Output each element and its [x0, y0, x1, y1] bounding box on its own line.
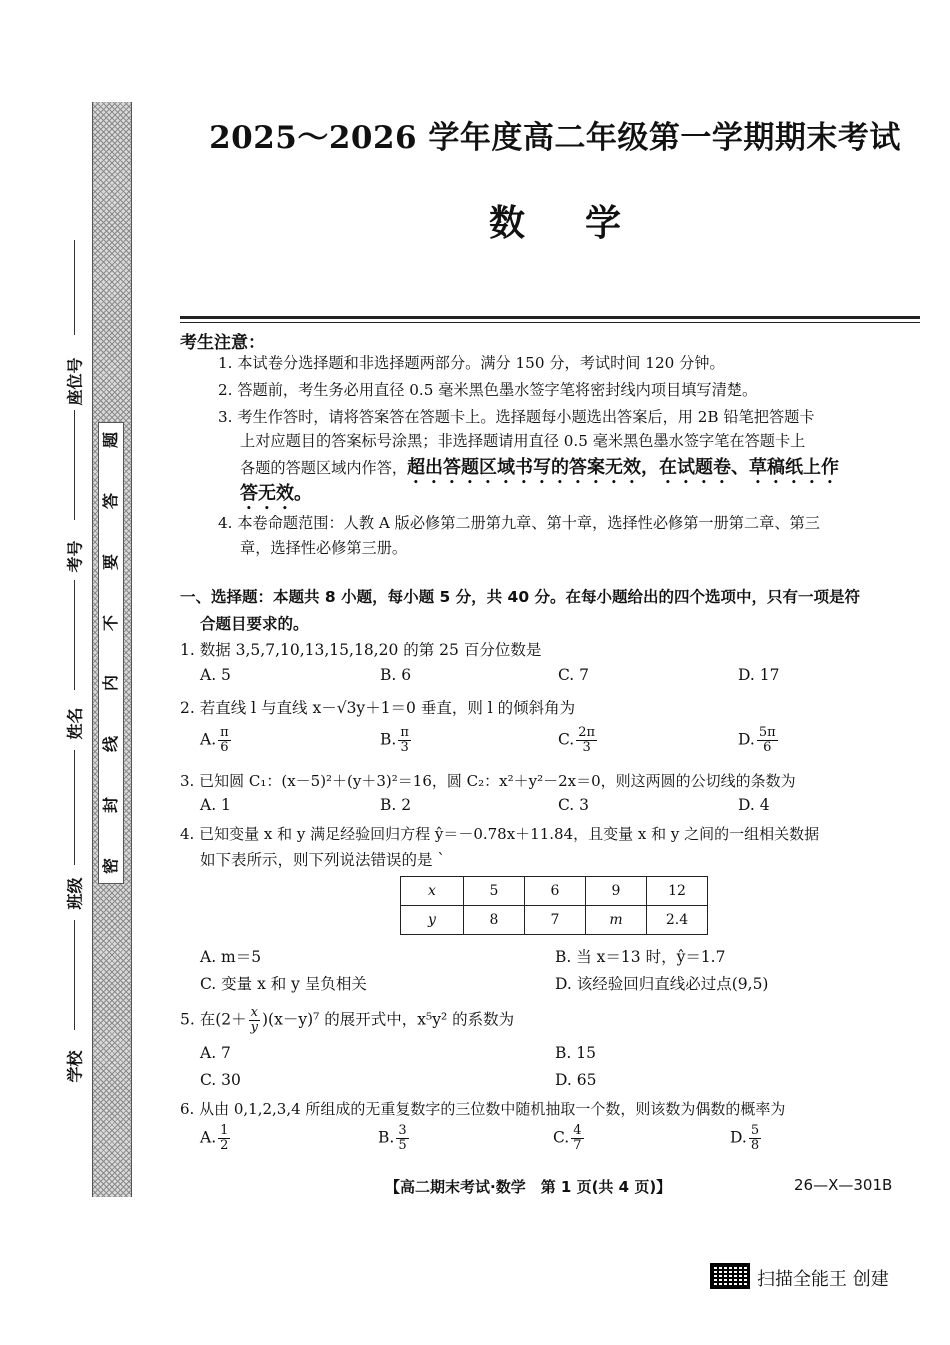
school-label: 学校 [65, 1050, 85, 1083]
notice-item: 1. 本试卷分选择题和非选择题两部分。满分 150 分，考试时间 120 分钟。 [218, 354, 725, 372]
fraction [218, 726, 231, 755]
seal-char: 封 [100, 797, 120, 814]
data-table-wrap [400, 876, 708, 935]
fraction [398, 726, 411, 755]
table-cell: 8 [464, 906, 525, 935]
notice-item-3-cont [240, 454, 839, 488]
option-d [738, 726, 780, 755]
question-stem-cont: 如下表所示，则下列说法错误的是 ` [200, 851, 446, 869]
seal-char: 不 [100, 614, 120, 631]
option-b: B. 当 x＝13 时，ŷ＝1.7 [555, 948, 726, 966]
option-label: B. [378, 1128, 395, 1147]
option-label: C. [553, 1128, 570, 1147]
numerator: 3 [398, 1123, 407, 1138]
seal-char: 线 [100, 736, 120, 753]
table-cell: 5 [464, 877, 525, 906]
option-a: A. m＝5 [200, 948, 262, 966]
table-row [401, 877, 708, 906]
stem-text: 5. 在 [180, 1010, 216, 1029]
divider [180, 322, 920, 323]
option-a: A. 1 [200, 796, 231, 814]
exam-title: 2025～2026 学年度高二年级第一学期期末考试 [209, 120, 901, 156]
option-b: B. 6 [380, 666, 412, 684]
table-cell: 12 [647, 877, 708, 906]
notice-item: 2. 答题前，考生务必用直径 0.5 毫米黑色墨水签字笔将密封线内项目填写清楚。 [218, 381, 758, 399]
fraction [396, 1124, 408, 1153]
table-row [401, 906, 708, 935]
denominator: 6 [220, 740, 229, 755]
option-b [378, 1124, 411, 1153]
seal-char: 密 [100, 857, 120, 874]
notice-text: 各题的答题区域内作答， [240, 459, 408, 477]
table-cell: y [401, 906, 464, 935]
notice-item: 3. 考生作答时，请将答案答在答题卡上。选择题每小题选出答案后，用 2B 铅笔把答题卡 [218, 408, 815, 426]
option-a: A. 5 [200, 666, 231, 684]
field-line [74, 410, 75, 520]
qr-code-icon [710, 1263, 750, 1289]
option-b [380, 726, 413, 755]
question-stem: 2. 若直线 l 与直线 x－√3y＋1＝0 垂直，则 l 的倾斜角为 [180, 699, 576, 717]
notice-emphasis: 答无效。 [240, 483, 312, 504]
fraction [218, 1124, 230, 1153]
name-label: 姓名 [65, 707, 85, 740]
option-a: A. 7 [200, 1044, 231, 1062]
stem-text: (2＋ [215, 1010, 247, 1029]
notice-item: 章，选择性必修第三册。 [240, 539, 408, 557]
seal-line-notice [98, 422, 124, 884]
option-d: D. 该经验回归直线必过点(9,5) [555, 975, 769, 993]
seal-char: 要 [100, 553, 120, 570]
subject-title: 数学 [488, 203, 681, 244]
option-c [558, 726, 599, 755]
option-b: B. 2 [380, 796, 412, 814]
table-cell: m [586, 906, 647, 935]
field-line [74, 920, 75, 1030]
option-d: D. 17 [738, 666, 780, 684]
notice-title: 考生注意： [180, 333, 265, 353]
option-c: C. 3 [558, 796, 590, 814]
question-stem: 6. 从由 0,1,2,3,4 所组成的无重复数字的三位数中随机抽取一个数，则该数为偶数的概率为 [180, 1100, 786, 1118]
table-cell: 9 [586, 877, 647, 906]
footer-code: 26—X—301B [794, 1176, 893, 1194]
denominator: 3 [400, 740, 409, 755]
denominator: y [250, 1020, 258, 1035]
denominator: 2 [220, 1138, 229, 1153]
option-label: A. [200, 730, 217, 749]
denominator: 5 [398, 1138, 407, 1153]
option-label: A. [200, 1128, 217, 1147]
field-line [74, 750, 75, 865]
scanner-watermark: 扫描全能王 创建 [757, 1269, 889, 1290]
denominator: 8 [750, 1138, 760, 1153]
question-stem: 3. 已知圆 C₁：(x－5)²＋(y＋3)²＝16，圆 C₂：x²＋y²－2x＝0，则这两圆的公切线的条数为 [180, 772, 796, 790]
footer-page-info: 【高二期末考试·数学 第 1 页(共 4 页)】 [385, 1178, 672, 1196]
option-c: C. 30 [200, 1071, 241, 1089]
numerator: 4 [573, 1123, 582, 1138]
seal-char: 内 [100, 675, 120, 692]
numerator: 1 [220, 1123, 229, 1138]
denominator: 6 [763, 740, 772, 755]
numerator: x [250, 1005, 258, 1020]
option-c: C. 7 [558, 666, 590, 684]
question-stem: 1. 数据 3,5,7,10,13,15,18,20 的第 25 百分位数是 [180, 641, 542, 659]
fraction [576, 726, 597, 755]
option-label: D. [738, 730, 755, 749]
numerator: 2π [578, 725, 596, 740]
field-line [74, 240, 75, 335]
option-label: D. [730, 1128, 747, 1147]
section-heading [180, 584, 925, 638]
option-d [730, 1124, 763, 1153]
notice-emphasis: 超出答题区域书写的答案无效，在试题卷、草稿纸上作 [407, 457, 840, 478]
stem-text: )(x－y)⁷ 的展开式中，x⁵y² 的系数为 [262, 1010, 515, 1029]
class-label: 班级 [65, 877, 85, 910]
table-cell: x [401, 877, 464, 906]
fraction [757, 726, 778, 755]
notice-item-3-end [240, 480, 312, 514]
option-label: C. [558, 730, 575, 749]
seal-char: 题 [100, 431, 120, 449]
option-c [553, 1124, 586, 1153]
numerator: 5 [750, 1123, 760, 1138]
table-cell: 7 [525, 906, 586, 935]
question-stem: 4. 已知变量 x 和 y 满足经验回归方程 ŷ＝－0.78x＋11.84，且变量 x 和 y 之间的一组相关数据 [180, 825, 820, 843]
option-d: D. 4 [738, 796, 770, 814]
option-label: B. [380, 730, 397, 749]
question-stem [180, 1006, 514, 1035]
numerator: 5π [758, 725, 776, 740]
data-table [400, 876, 708, 935]
table-cell: 6 [525, 877, 586, 906]
option-a [200, 726, 233, 755]
field-line [74, 580, 75, 690]
seat-number-label: 座位号 [65, 357, 85, 406]
numerator: π [220, 725, 229, 740]
denominator: 7 [573, 1138, 582, 1153]
fraction [749, 1124, 761, 1153]
divider [180, 316, 920, 319]
option-c: C. 变量 x 和 y 呈负相关 [200, 975, 367, 993]
exam-number-label: 考号 [65, 540, 85, 573]
fraction [571, 1124, 583, 1153]
option-b: B. 15 [555, 1044, 596, 1062]
option-d: D. 65 [555, 1071, 597, 1089]
fraction [249, 1006, 260, 1035]
denominator: 3 [582, 740, 591, 755]
notice-item: 上对应题目的答案标号涂黑；非选择题请用直径 0.5 毫米黑色墨水签字笔在答题卡上 [240, 432, 806, 450]
seal-char: 答 [100, 492, 120, 509]
table-cell: 2.4 [647, 906, 708, 935]
section-line: 一、选择题：本题共 8 小题，每小题 5 分，共 40 分。在每小题给出的四个选项中，只有一项是符 [180, 588, 861, 606]
section-line: 合题目要求的。 [200, 615, 309, 633]
notice-item: 4. 本卷命题范围：人教 A 版必修第二册第九章、第十章，选择性必修第一册第二章、第三 [218, 514, 820, 532]
numerator: π [400, 725, 409, 740]
option-a [200, 1124, 232, 1153]
